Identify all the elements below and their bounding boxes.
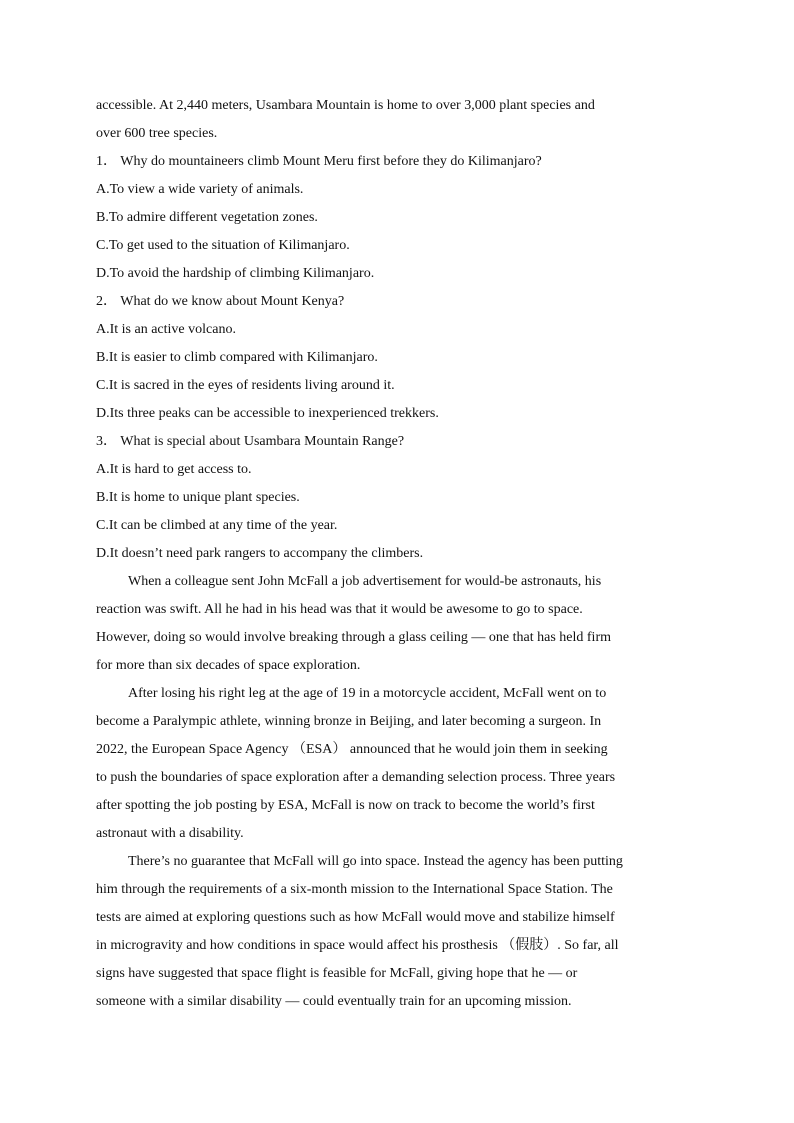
question-stem: 1． Why do mountaineers climb Mount Meru first before they do Kilimanjaro?: [96, 154, 542, 169]
text-line: to push the boundaries of space exploration after a demanding selection process. Three years: [96, 770, 616, 785]
option-b: B.It is home to unique plant species.: [96, 490, 300, 505]
paragraph-2: [96, 680, 700, 848]
question-stem: 2． What do we know about Mount Kenya?: [96, 294, 345, 309]
text-line: signs have suggested that space flight is feasible for McFall, giving hope that he — or: [96, 966, 578, 981]
text-line: astronaut with a disability.: [96, 826, 244, 841]
text-line: 2022, the European Space Agency （ESA） announced that he would join them in seeking: [96, 742, 608, 757]
option-c: C.It can be climbed at any time of the year.: [96, 518, 338, 533]
option-a: A.It is an active volcano.: [96, 322, 236, 337]
text-line: for more than six decades of space exploration.: [96, 658, 361, 673]
text-line: after spotting the job posting by ESA, McFall is now on track to become the world’s first: [96, 798, 595, 813]
article-body: [96, 568, 700, 1016]
text-line: over 600 tree species.: [96, 126, 218, 141]
text-line: him through the requirements of a six-month mission to the International Space Station. The: [96, 882, 613, 897]
paragraph-1: [96, 568, 700, 680]
text-line: in microgravity and how conditions in space would affect his prosthesis （假肢）. So far, all: [96, 938, 619, 953]
text-line: After losing his right leg at the age of 19 in a motorcycle accident, McFall went on to: [128, 686, 607, 701]
text-line: someone with a similar disability — could eventually train for an upcoming mission.: [96, 994, 572, 1009]
text-line: When a colleague sent John McFall a job advertisement for would-be astronauts, his: [128, 574, 602, 589]
question-1: [96, 148, 700, 288]
passage-ending: [96, 92, 700, 148]
option-d: D.It doesn’t need park rangers to accompany the climbers.: [96, 546, 424, 561]
option-a: A.To view a wide variety of animals.: [96, 182, 304, 197]
paragraph-3: [96, 848, 700, 1016]
option-d: D.To avoid the hardship of climbing Kilimanjaro.: [96, 266, 375, 281]
text-line: accessible. At 2,440 meters, Usambara Mountain is home to over 3,000 plant species and: [96, 98, 595, 113]
question-3: [96, 428, 700, 568]
option-a: A.It is hard to get access to.: [96, 462, 252, 477]
text-line: There’s no guarantee that McFall will go into space. Instead the agency has been putting: [128, 854, 623, 869]
text-line: tests are aimed at exploring questions such as how McFall would move and stabilize himself: [96, 910, 615, 925]
option-c: C.To get used to the situation of Kilimanjaro.: [96, 238, 350, 253]
option-c: C.It is sacred in the eyes of residents living around it.: [96, 378, 395, 393]
option-b: B.To admire different vegetation zones.: [96, 210, 318, 225]
document-page: [96, 92, 700, 1016]
option-d: D.Its three peaks can be accessible to inexperienced trekkers.: [96, 406, 439, 421]
option-b: B.It is easier to climb compared with Kilimanjaro.: [96, 350, 378, 365]
text-line: However, doing so would involve breaking through a glass ceiling — one that has held firm: [96, 630, 611, 645]
question-2: [96, 288, 700, 428]
text-line: become a Paralympic athlete, winning bronze in Beijing, and later becoming a surgeon. In: [96, 714, 602, 729]
question-stem: 3． What is special about Usambara Mountain Range?: [96, 434, 405, 449]
text-line: reaction was swift. All he had in his head was that it would be awesome to go to space.: [96, 602, 583, 617]
